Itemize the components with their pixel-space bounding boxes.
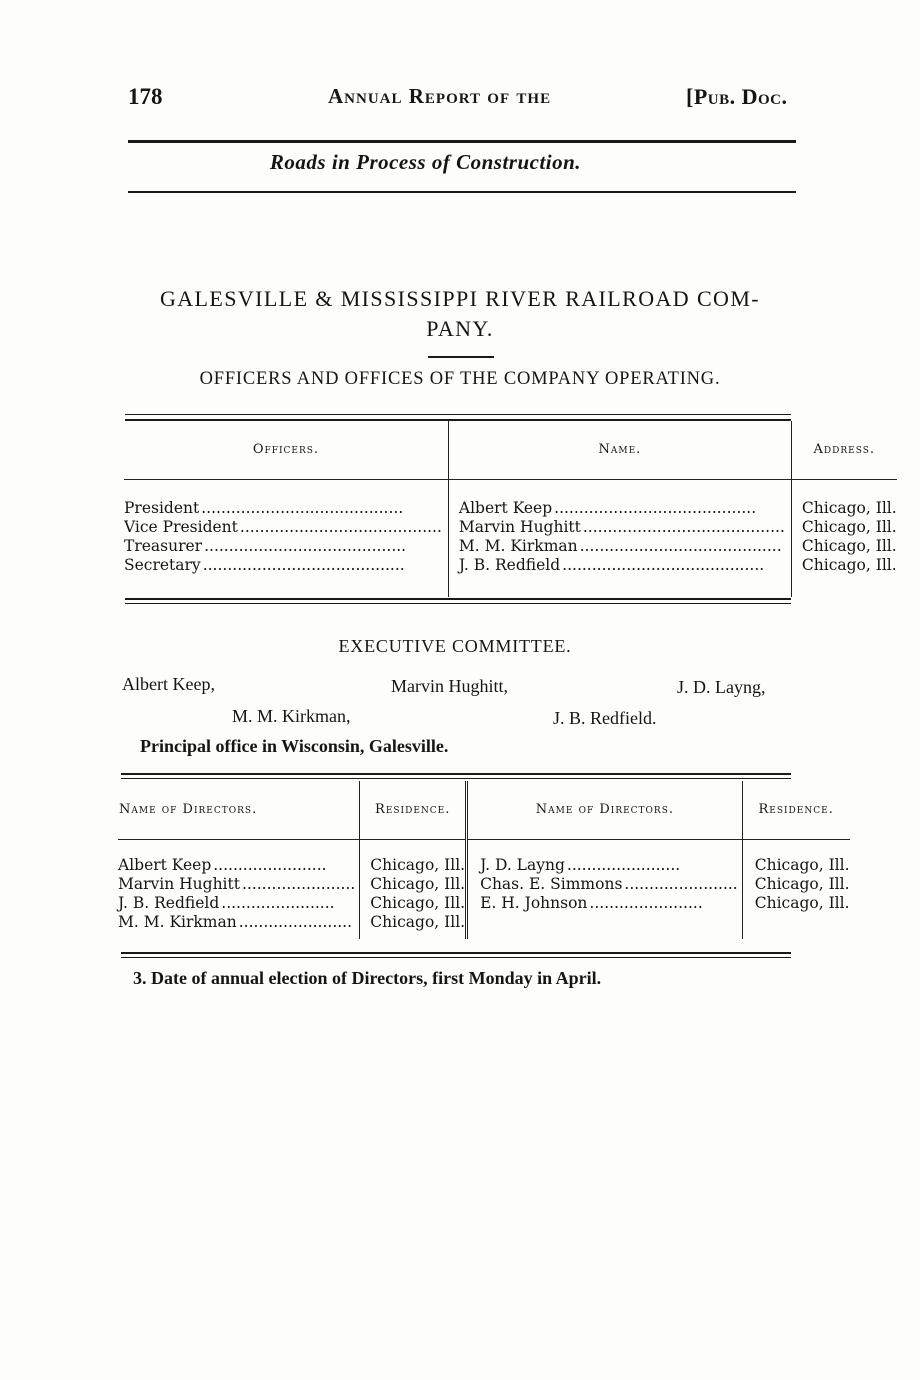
officer-name: M. M. Kirkman .........................................: [458, 536, 782, 555]
directors-bottom-rule-2: [121, 957, 791, 958]
col-officers: Officers.: [124, 421, 448, 479]
officer-address: Chicago, Ill.: [801, 555, 897, 574]
director-name: Albert Keep .......................: [118, 855, 327, 874]
officer-name: Marvin Hughitt .........................................: [458, 517, 785, 536]
directors-header-row: [118, 781, 850, 839]
col-residence-right: Residence.: [742, 781, 849, 839]
committee-member: Albert Keep,: [122, 674, 215, 694]
officer-names-cell: [448, 479, 791, 597]
director-name: E. H. Johnson .......................: [480, 893, 703, 912]
officers-top-rule-1: [125, 414, 791, 415]
director-name: Marvin Hughitt .......................: [118, 874, 356, 893]
title-divider: [428, 356, 494, 358]
committee-member: M. M. Kirkman,: [232, 706, 351, 726]
officer-titles-cell: [124, 479, 448, 597]
director-names-left: [118, 839, 360, 939]
officer-address: Chicago, Ill.: [801, 498, 897, 517]
officers-body-row: [124, 479, 897, 597]
principal-office: Principal office in Wisconsin, Galesville.: [140, 736, 449, 756]
director-residence: Chicago, Ill.: [370, 874, 466, 893]
officer-address: Chicago, Ill.: [801, 517, 897, 536]
officer-addresses-cell: [791, 479, 896, 597]
col-name: Name.: [448, 421, 791, 479]
directors-table: [118, 781, 850, 939]
officer-title: Secretary .........................................: [124, 555, 405, 574]
officer-address: Chicago, Ill.: [801, 536, 897, 555]
col-address: Address.: [791, 421, 896, 479]
officers-heading: OFFICERS AND OFFICES OF THE COMPANY OPERATING.: [199, 369, 721, 389]
officer-title: President .........................................: [124, 498, 404, 517]
officers-header-row: [124, 421, 897, 479]
director-name: J. B. Redfield .......................: [118, 893, 335, 912]
director-residence: Chicago, Ill.: [754, 874, 850, 893]
col-directors-right: Name of Directors.: [467, 781, 743, 839]
company-title: [120, 284, 800, 344]
directors-bottom-rule-1: [121, 952, 791, 954]
header-rule: [128, 140, 796, 143]
director-name: Chas. E. Simmons .......................: [480, 874, 738, 893]
section-title: Roads in Process of Construction.: [269, 150, 582, 174]
section-rule: [128, 191, 796, 193]
officer-title: Vice President .........................................: [124, 517, 442, 536]
director-residence: Chicago, Ill.: [754, 855, 850, 874]
col-directors-left: Name of Directors.: [118, 781, 360, 839]
officer-name: Albert Keep .........................................: [458, 498, 757, 517]
directors-top-rule-1: [121, 773, 791, 775]
doc-label: [Pub. Doc.: [686, 84, 788, 109]
committee-member: J. D. Layng,: [677, 677, 766, 697]
director-names-right: [467, 839, 743, 939]
officers-table: [124, 421, 897, 597]
page-number: 178: [128, 84, 163, 109]
directors-top-rule-2: [121, 778, 791, 779]
officers-bottom-rule-1: [125, 598, 791, 600]
company-title-line1: GALESVILLE & MISSISSIPPI RIVER RAILROAD COM-: [159, 286, 761, 311]
executive-committee-heading: EXECUTIVE COMMITTEE.: [338, 636, 572, 656]
col-residence-left: Residence.: [360, 781, 467, 839]
company-title-line2: PANY.: [426, 316, 494, 341]
director-residence: Chicago, Ill.: [370, 893, 466, 912]
director-residence: Chicago, Ill.: [370, 912, 466, 931]
directors-body-row: [118, 839, 850, 939]
director-residences-left: [360, 839, 467, 939]
officers-bottom-rule-2: [125, 603, 791, 604]
director-residences-right: [742, 839, 849, 939]
officer-title: Treasurer .........................................: [124, 536, 407, 555]
committee-member: J. B. Redfield.: [553, 708, 657, 728]
officer-name: J. B. Redfield .........................................: [458, 555, 765, 574]
director-residence: Chicago, Ill.: [754, 893, 850, 912]
director-name: J. D. Layng .......................: [480, 855, 681, 874]
director-residence: Chicago, Ill.: [370, 855, 466, 874]
committee-member: Marvin Hughitt,: [391, 676, 508, 696]
running-title: Annual Report of the: [328, 84, 552, 108]
director-name: M. M. Kirkman .......................: [118, 912, 353, 931]
footnote: 3. Date of annual election of Directors, first Monday in April.: [133, 968, 602, 988]
